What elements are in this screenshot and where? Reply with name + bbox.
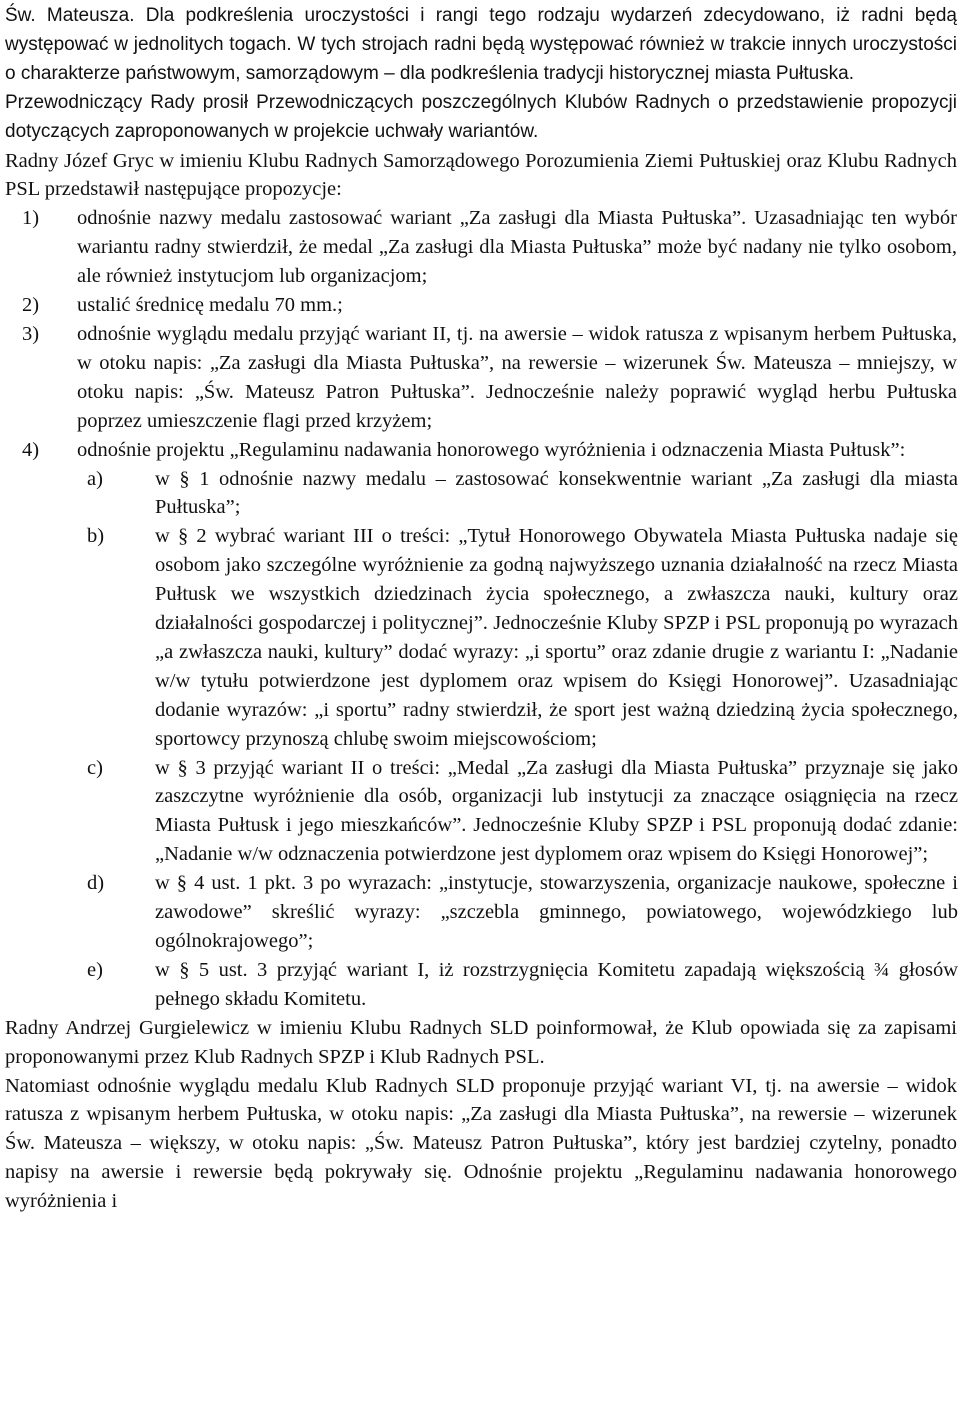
intro-paragraph-1: Św. Mateusza. Dla podkreślenia uroczystości i rangi tego rodzaju wydarzeń zdecydowano, iż radni będą występować w jednolitych togach. W tych strojach radni będą występować również w trakcie innych uroczystości o charakterze państwowym, samorządowym – dla podkreślenia tradycji historycznej miasta Pułtuska.: [5, 5, 957, 84]
proposal-item-2: [0, 291, 957, 320]
closing-paragraph-1: Radny Andrzej Gurgielewicz w imieniu Klubu Radnych SLD poinformował, że Klub opowiada się za zapisami proponowanymi przez Klub Radnych SPZP i Klub Radnych PSL.: [5, 1016, 957, 1068]
proposal-marker: 1): [22, 207, 40, 230]
subpoint-item-a: [77, 465, 958, 523]
subpoint-text: w § 5 ust. 3 przyjąć wariant I, iż rozstrzygnięcia Komitetu zapadają większością ¾ głosów pełnego składu Komitetu.: [155, 958, 958, 1010]
subpoint-marker: c): [87, 756, 103, 779]
subpoint-item-d: [77, 869, 958, 956]
subpoint-item-e: [77, 956, 958, 1014]
proposal-text: odnośnie projektu „Regulaminu nadawania honorowego wyróżnienia i odznaczenia Miasta Pułtusk”:: [77, 438, 906, 461]
subpoint-item-c: [77, 754, 958, 870]
subpoint-marker: d): [87, 872, 105, 895]
subpoint-marker: b): [87, 525, 105, 548]
proposal-marker: 4): [22, 438, 40, 461]
proposal-item-1: [0, 204, 957, 291]
subpoint-text: w § 2 wybrać wariant III o treści: „Tytuł Honorowego Obywatela Miasta Pułtuska nadaje się osobom jako szczególne wyróżnienie za godną najwyższego uznania działalność na rzecz Miasta Pułtusk we wszystkich dziedzinach życia społecznego, a zwłaszcza nauki, kultury oraz działalności gospodarczej i politycznej”. Jednocześnie Kluby SPZP i PSL proponują po wyrazach „a zwłaszcza nauki, kultury” dodać wyrazy: „i sportu” oraz zdanie drugie z wariantu I: „Nadanie w/w tytułu potwierdzone jest dyplomem oraz wpisem do Księgi Honorowej”. Uzasadniając dodanie wyrazów: „i sportu” radny stwierdził, że sport jest ważną dziedziną życia społecznego, sportowcy przynoszą chlubę swoim miejscowościom;: [155, 525, 958, 750]
proposal-text: odnośnie nazwy medalu zastosować wariant „Za zasługi dla Miasta Pułtuska”. Uzasadniając ten wybór wariantu radny stwierdził, że medal „Za zasługi dla Miasta Pułtuska” może być nadany nie tylko osobom, ale również instytucjom lub organizacjom;: [77, 207, 957, 288]
subpoint-text: w § 1 odnośnie nazwy medalu – zastosować konsekwentnie wariant „Za zasługi dla miasta Pułtuska”;: [155, 467, 958, 519]
proposal-text: ustalić średnicę medalu 70 mm.;: [77, 294, 343, 317]
subpoint-text: w § 3 przyjąć wariant II o treści: „Medal „Za zasługi dla Miasta Pułtuska” przyznaje się jako zaszczytne wyróżnienie dla osób, organizacji lub instytucji za znaczące osiągnięcia na rzecz Miasta Pułtusk i jego mieszkańców”. Jednocześnie Kluby SPZP i PSL proponują dodać zdanie: „Nadanie w/w odznaczenia potwierdzone jest dyplomem oraz wpisem do Księgi Honorowej”;: [155, 756, 958, 866]
proposal-marker: 2): [22, 294, 40, 317]
subpoint-text: w § 4 ust. 1 pkt. 3 po wyrazach: „instytucje, stowarzyszenia, organizacje naukowe, społeczne i zawodowe” skreślić wyrazy: „szczebla gminnego, powiatowego, wojewódzkiego lub ogólnokrajowego”;: [155, 872, 958, 952]
proposal-marker: 3): [22, 322, 40, 345]
proposals-list: [0, 204, 960, 1013]
gryc-intro-paragraph: Radny Józef Gryc w imieniu Klubu Radnych Samorządowego Porozumienia Ziemi Pułtuskiej oraz Klubu Radnych PSL przedstawił następujące propozycje:: [5, 149, 957, 201]
proposal-text: odnośnie wyglądu medalu przyjąć wariant II, tj. na awersie – widok ratusza z wpisanym herbem Pułtuska, w otoku napis: „Za zasługi dla Miasta Pułtuska”, na rewersie – wizerunek Św. Mateusza – mniejszy, w otoku napis: „Św. Mateusz Patron Pułtuska”. Jednocześnie należy poprawić wygląd herbu Pułtuska poprzez umieszczenie flagi przed krzyżem;: [77, 322, 957, 432]
closing-paragraph-2: Natomiast odnośnie wyglądu medalu Klub Radnych SLD proponuje przyjąć wariant VI, tj. na awersie – widok ratusza z wpisanym herbem Pułtuska, w otoku napis: „Za zasługi dla Miasta Pułtuska”, na rewersie – wizerunek Św. Mateusza – większy, w otoku napis: „Św. Mateusz Patron Pułtuska”, który jest bardziej czytelny, ponadto napisy na awersie i rewersie będą pokrywały się. Odnośnie projektu „Regulaminu nadawania honorowego wyróżnienia i: [5, 1074, 957, 1213]
proposal-item-3: [0, 320, 957, 436]
proposal-item-4: [0, 436, 957, 1014]
regulation-subpoints-list: [77, 465, 957, 1014]
intro-paragraph-2: Przewodniczący Rady prosił Przewodniczących poszczególnych Klubów Radnych o przedstawienie propozycji dotyczących zaproponowanych w projekcie uchwały wariantów.: [5, 91, 957, 142]
subpoint-marker: e): [87, 958, 103, 981]
subpoint-marker: a): [87, 467, 103, 490]
subpoint-item-b: [77, 522, 958, 753]
